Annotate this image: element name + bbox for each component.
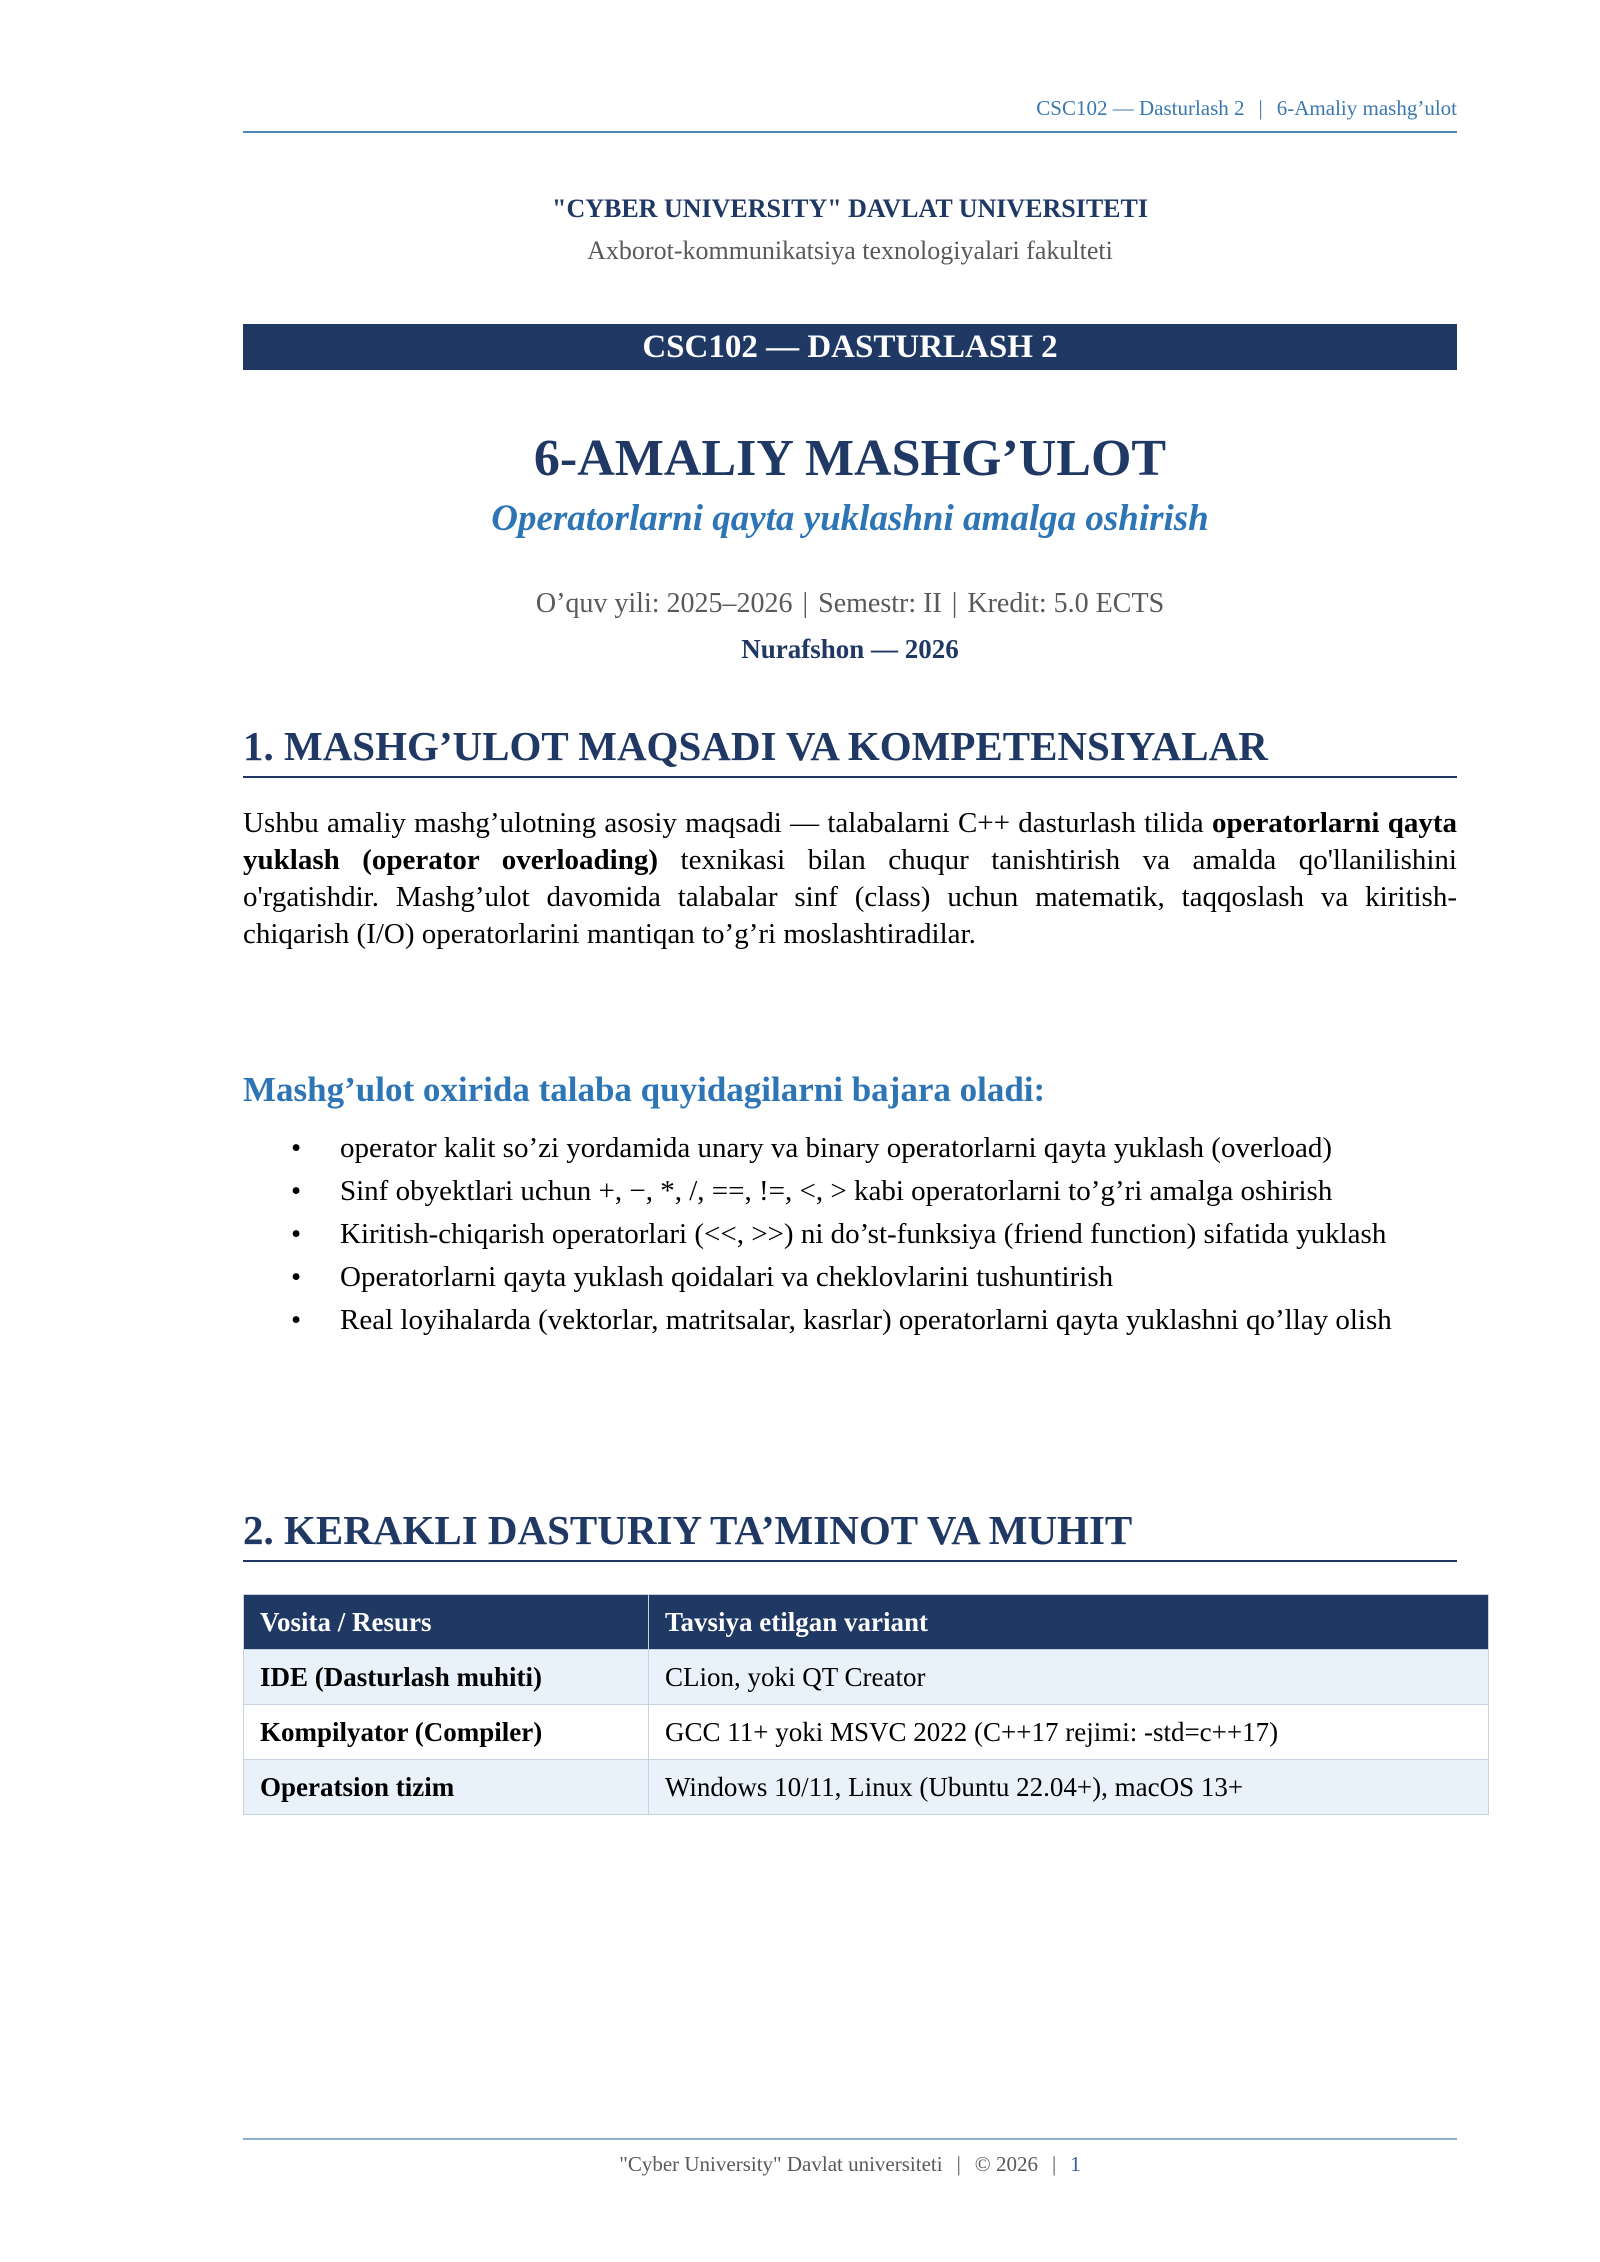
table-cell-tool: Operatsion tizim [244, 1760, 649, 1815]
bullet-icon: • [291, 1261, 302, 1293]
course-meta [243, 588, 1457, 620]
footer-copyright: © 2026 [974, 2152, 1039, 2176]
column-header-recommended: Tavsiya etilgan variant [649, 1595, 1489, 1650]
table-cell-tool: IDE (Dasturlash muhiti) [244, 1650, 649, 1705]
list-item [243, 1173, 1457, 1210]
table-cell-value: CLion, yoki QT Creator [649, 1650, 1489, 1705]
table-cell-value: Windows 10/11, Linux (Ubuntu 22.04+), macOS 13+ [649, 1760, 1489, 1815]
header-section: 6-Amaliy mashg’ulot [1276, 96, 1457, 120]
list-item-text: Sinf obyektlari uchun +, −, *, /, ==, !=, <, > kabi operatorlarni to’g’ri amalga oshirish [340, 1175, 1333, 1207]
table-cell-tool: Kompilyator (Compiler) [244, 1705, 649, 1760]
course-banner: CSC102 — DASTURLASH 2 [243, 324, 1457, 370]
footer-separator: | [1052, 2152, 1057, 2176]
outcomes-heading: Mashg’ulot oxirida talaba quyidagilarni bajara oladi: [243, 1070, 1046, 1109]
header-separator: | [1258, 96, 1263, 120]
table-row [244, 1760, 1489, 1815]
meta-separator: | [802, 588, 809, 619]
meta-year: O’quv yili: 2025–2026 [535, 588, 793, 619]
table-header-row [244, 1595, 1489, 1650]
footer-university: "Cyber University" Davlat universiteti [619, 2152, 943, 2176]
section-heading-1: 1. MASHG’ULOT MAQSADI VA KOMPETENSIYALAR [243, 722, 1457, 778]
list-item-text: operator kalit so’zi yordamida unary va binary operatorlarni qayta yuklash (overload) [340, 1132, 1333, 1164]
list-item [243, 1259, 1457, 1296]
author-line: Nurafshon — 2026 [741, 634, 959, 664]
faculty-name: Axborot-kommunikatsiya texnologiyalari fakulteti [587, 236, 1113, 265]
bullet-icon: • [291, 1132, 302, 1164]
running-header [243, 96, 1457, 133]
list-item [243, 1216, 1457, 1253]
footer-separator: | [956, 2152, 961, 2176]
page-number: 1 [1070, 2152, 1081, 2176]
bullet-icon: • [291, 1304, 302, 1336]
paragraph-text-start: Ushbu amaliy mashg’ulotning asosiy maqsadi — talabalarni C++ dasturlash tilida [243, 807, 1212, 839]
list-item [243, 1302, 1457, 1339]
software-requirements-table [243, 1594, 1489, 1815]
university-name: "CYBER UNIVERSITY" DAVLAT UNIVERSITETI [552, 194, 1148, 223]
bullet-icon: • [291, 1218, 302, 1250]
table-cell-value: GCC 11+ yoki MSVC 2022 (C++17 rejimi: -std=c++17) [649, 1705, 1489, 1760]
list-item [243, 1130, 1457, 1167]
objective-paragraph [243, 805, 1457, 953]
page-title: 6-AMALIY MASHG’ULOT [533, 430, 1167, 487]
list-item-text: Real loyihalarda (vektorlar, matritsalar, kasrlar) operatorlarni qayta yuklashni qo’llay olish [340, 1304, 1392, 1336]
header-course: CSC102 — Dasturlash 2 [1036, 96, 1245, 120]
meta-separator: | [951, 588, 958, 619]
list-item-text: Kiritish-chiqarish operatorlari (<<, >>) ni do’st-funksiya (friend function) sifatida yuklash [340, 1218, 1387, 1250]
column-header-tool: Vosita / Resurs [244, 1595, 649, 1650]
running-footer [243, 2138, 1457, 2177]
paragraph-text-end: texnikasi bilan chuqur tanishtirish va amalda qo'llanilishini o'rgatishdir. Mashg’ulot davomida talabalar sinf (class) uchun matematik, taqqoslash va kiritish-chiqarish (I/O) operatorlarini mantiqan to’g’ri moslashtiradilar. [243, 844, 1457, 950]
meta-credit: Kredit: 5.0 ECTS [967, 588, 1165, 619]
paragraph-bold-term: operatorlarni qayta yuklash (operator overloading) [243, 807, 1457, 876]
list-item-text: Operatorlarni qayta yuklash qoidalari va cheklovlarini tushuntirish [340, 1261, 1114, 1293]
meta-semester: Semestr: II [818, 588, 942, 619]
section-heading-2: 2. KERAKLI DASTURIY TA’MINOT VA MUHIT [243, 1506, 1457, 1562]
table-row [244, 1705, 1489, 1760]
table-row [244, 1650, 1489, 1705]
page-subtitle: Operatorlarni qayta yuklashni amalga oshirish [491, 498, 1209, 539]
outcomes-list [243, 1130, 1457, 1345]
bullet-icon: • [291, 1175, 302, 1207]
